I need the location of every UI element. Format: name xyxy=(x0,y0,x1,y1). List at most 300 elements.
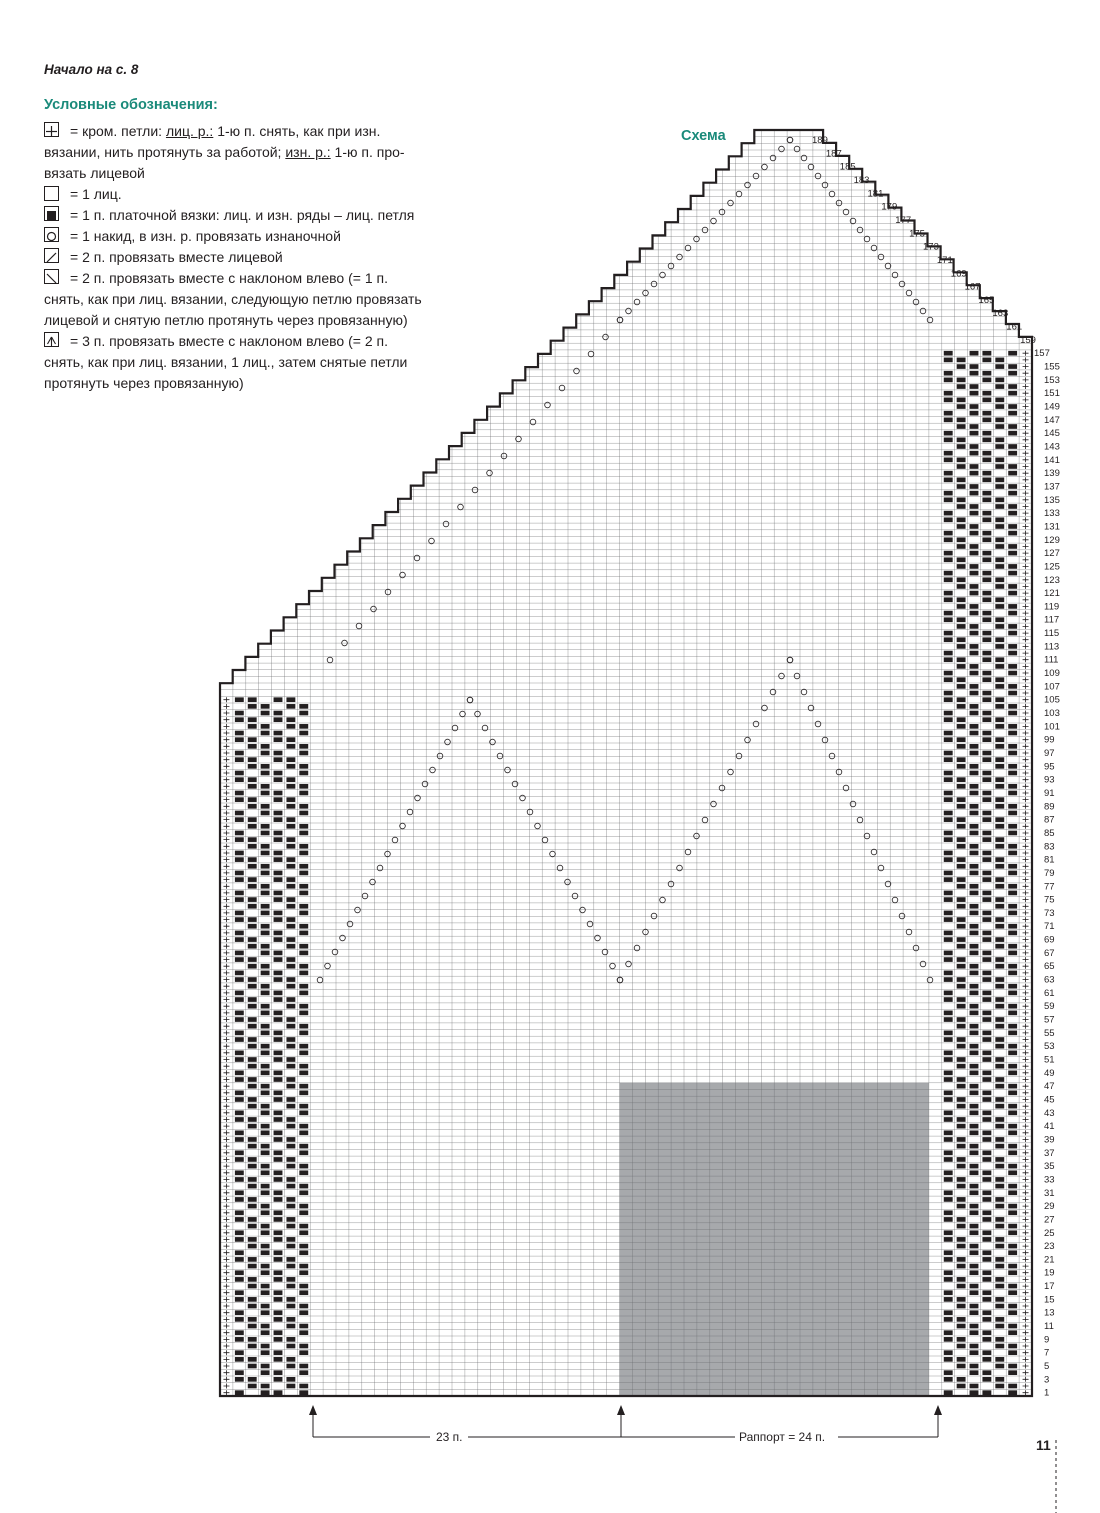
garter-cell xyxy=(235,1250,244,1255)
garter-cell xyxy=(944,358,953,363)
garter-cell xyxy=(286,1024,295,1029)
garter-cell xyxy=(944,1170,953,1175)
garter-cell xyxy=(970,731,979,736)
garter-cell xyxy=(235,1017,244,1022)
garter-cell xyxy=(299,824,308,829)
garter-cell xyxy=(957,1104,966,1109)
garter-cell xyxy=(248,1184,257,1189)
garter-cell xyxy=(248,944,257,949)
garter-cell xyxy=(944,577,953,582)
legend-sk2p: = 3 п. провязать вместе с наклоном влево (= 2 п. xyxy=(44,331,484,352)
garter-cell xyxy=(235,797,244,802)
garter-cell xyxy=(944,757,953,762)
row-number: 75 xyxy=(1044,894,1055,906)
garter-cell xyxy=(982,591,991,596)
garter-cell xyxy=(235,1097,244,1102)
garter-cell xyxy=(995,897,1004,902)
garter-cell xyxy=(261,931,270,936)
row-number: 125 xyxy=(1044,561,1060,573)
row-number: 73 xyxy=(1044,907,1055,919)
garter-cell xyxy=(995,884,1004,889)
row-number: 147 xyxy=(1044,414,1060,426)
garter-cell xyxy=(982,1357,991,1362)
garter-cell xyxy=(995,1204,1004,1209)
garter-cell xyxy=(982,1250,991,1255)
row-number: 113 xyxy=(1044,641,1060,653)
row-number: 29 xyxy=(1044,1201,1055,1213)
garter-cell xyxy=(286,1317,295,1322)
garter-cell xyxy=(970,1324,979,1329)
garter-cell xyxy=(982,1037,991,1042)
garter-cell xyxy=(982,471,991,476)
garter-cell xyxy=(944,1117,953,1122)
garter-cell xyxy=(957,897,966,902)
garter-cell xyxy=(982,717,991,722)
garter-cell xyxy=(235,1330,244,1335)
garter-cell xyxy=(261,951,270,956)
garter-cell xyxy=(274,1270,283,1275)
garter-cell xyxy=(982,551,991,556)
garter-cell xyxy=(1008,1370,1017,1375)
garter-cell xyxy=(982,457,991,462)
garter-cell xyxy=(970,1164,979,1169)
garter-cell xyxy=(261,1190,270,1195)
garter-cell xyxy=(957,704,966,709)
garter-cell xyxy=(286,1124,295,1129)
garter-cell xyxy=(970,564,979,569)
garter-cell xyxy=(235,1337,244,1342)
garter-cell xyxy=(235,777,244,782)
garter-cell xyxy=(970,651,979,656)
garter-cell xyxy=(235,1377,244,1382)
garter-cell xyxy=(995,964,1004,969)
garter-cell xyxy=(235,1290,244,1295)
garter-cell xyxy=(982,1057,991,1062)
chart-title: Схема xyxy=(681,128,726,144)
garter-cell xyxy=(957,404,966,409)
row-number: 15 xyxy=(1044,1294,1055,1306)
garter-cell xyxy=(970,1130,979,1135)
garter-cell xyxy=(957,904,966,909)
garter-cell xyxy=(970,424,979,429)
garter-cell xyxy=(957,837,966,842)
garter-cell xyxy=(982,937,991,942)
row-number-top: 181 xyxy=(867,188,884,200)
garter-cell xyxy=(1008,524,1017,529)
garter-cell xyxy=(970,431,979,436)
garter-cell xyxy=(944,971,953,976)
garter-cell xyxy=(261,924,270,929)
row-number-top: 165 xyxy=(978,294,995,306)
garter-cell xyxy=(982,597,991,602)
garter-cell xyxy=(286,824,295,829)
garter-cell xyxy=(286,1104,295,1109)
garter-cell xyxy=(1008,1250,1017,1255)
garter-cell xyxy=(235,737,244,742)
row-number: 145 xyxy=(1044,428,1060,440)
garter-cell xyxy=(982,1370,991,1375)
garter-cell xyxy=(299,1051,308,1056)
garter-cell xyxy=(274,1377,283,1382)
garter-cell xyxy=(982,1350,991,1355)
garter-cell xyxy=(286,1277,295,1282)
garter-cell xyxy=(982,398,991,403)
garter-cell xyxy=(1008,871,1017,876)
garter-cell xyxy=(248,1244,257,1249)
garter-cell xyxy=(261,1031,270,1036)
garter-cell xyxy=(299,951,308,956)
garter-cell xyxy=(274,1110,283,1115)
legend-garter: = 1 п. платочной вязки: лиц. и изн. ряды – лиц. петля xyxy=(44,205,484,226)
garter-cell xyxy=(235,971,244,976)
garter-cell xyxy=(235,817,244,822)
garter-cell xyxy=(970,551,979,556)
garter-cell xyxy=(982,771,991,776)
garter-cell xyxy=(982,611,991,616)
garter-cell xyxy=(261,791,270,796)
row-number: 141 xyxy=(1044,454,1060,466)
garter-cell xyxy=(248,1344,257,1349)
garter-cell xyxy=(286,1117,295,1122)
garter-cell xyxy=(1008,624,1017,629)
garter-cell xyxy=(970,1071,979,1076)
garter-cell xyxy=(957,484,966,489)
garter-cell xyxy=(299,1210,308,1215)
garter-cell xyxy=(248,1357,257,1362)
garter-cell xyxy=(274,871,283,876)
garter-cell xyxy=(299,1110,308,1115)
garter-cell xyxy=(970,1124,979,1129)
garter-cell xyxy=(944,418,953,423)
garter-cell xyxy=(1008,1384,1017,1389)
garter-cell xyxy=(274,1071,283,1076)
garter-cell xyxy=(1008,451,1017,456)
garter-cell xyxy=(970,811,979,816)
garter-cell xyxy=(970,971,979,976)
garter-cell xyxy=(274,957,283,962)
garter-cell xyxy=(274,797,283,802)
garter-cell xyxy=(235,917,244,922)
garter-cell xyxy=(957,1317,966,1322)
garter-cell xyxy=(274,1330,283,1335)
garter-cell xyxy=(982,1097,991,1102)
garter-cell xyxy=(944,1297,953,1302)
garter-cell xyxy=(944,1210,953,1215)
garter-cell xyxy=(957,684,966,689)
garter-cell xyxy=(1008,964,1017,969)
garter-cell xyxy=(235,891,244,896)
garter-cell xyxy=(248,884,257,889)
garter-cell xyxy=(982,571,991,576)
garter-cell xyxy=(261,1071,270,1076)
garter-cell xyxy=(261,1364,270,1369)
garter-cell xyxy=(995,464,1004,469)
row-number-top: 185 xyxy=(839,161,856,173)
garter-cell xyxy=(286,1344,295,1349)
garter-cell xyxy=(995,1157,1004,1162)
garter-cell xyxy=(982,997,991,1002)
row-number-top: 189 xyxy=(812,135,828,146)
garter-cell xyxy=(261,1384,270,1389)
garter-cell xyxy=(982,651,991,656)
garter-cell xyxy=(286,744,295,749)
garter-cell xyxy=(970,944,979,949)
chart-grid-area xyxy=(220,130,1032,1396)
garter-cell xyxy=(944,897,953,902)
row-number: 45 xyxy=(1044,1094,1055,1106)
garter-cell xyxy=(274,877,283,882)
garter-cell xyxy=(248,864,257,869)
row-number: 59 xyxy=(1044,1001,1055,1013)
garter-cell xyxy=(944,1071,953,1076)
row-number: 13 xyxy=(1044,1307,1055,1319)
garter-cell xyxy=(982,1290,991,1295)
garter-cell xyxy=(248,937,257,942)
garter-cell xyxy=(235,1011,244,1016)
garter-cell xyxy=(1008,1350,1017,1355)
row-number-top: 161 xyxy=(1006,321,1023,333)
row-number: 131 xyxy=(1044,521,1060,533)
garter-cell xyxy=(995,1244,1004,1249)
garter-cell xyxy=(261,1051,270,1056)
garter-cell xyxy=(235,1077,244,1082)
garter-cell xyxy=(982,1257,991,1262)
garter-cell xyxy=(982,1317,991,1322)
garter-cell xyxy=(261,711,270,716)
garter-cell xyxy=(957,1157,966,1162)
garter-cell xyxy=(274,1031,283,1036)
stitch-count-label: 23 п. xyxy=(436,1430,463,1444)
garter-cell xyxy=(995,1324,1004,1329)
garter-cell xyxy=(944,831,953,836)
garter-cell xyxy=(299,1390,308,1395)
garter-cell xyxy=(995,1184,1004,1189)
garter-cell xyxy=(286,1224,295,1229)
garter-cell xyxy=(1008,771,1017,776)
garter-cell xyxy=(261,1344,270,1349)
garter-cell xyxy=(1008,1344,1017,1349)
garter-cell xyxy=(995,1304,1004,1309)
garter-cell xyxy=(274,777,283,782)
row-number: 27 xyxy=(1044,1214,1055,1226)
row-number: 63 xyxy=(1044,974,1055,986)
garter-cell xyxy=(957,797,966,802)
garter-cell xyxy=(995,1017,1004,1022)
row-number: 49 xyxy=(1044,1067,1055,1079)
garter-cell xyxy=(944,617,953,622)
garter-cell xyxy=(235,1317,244,1322)
garter-cell xyxy=(982,731,991,736)
garter-cell xyxy=(957,1017,966,1022)
garter-cell xyxy=(995,564,1004,569)
garter-cell xyxy=(261,1390,270,1395)
garter-cell xyxy=(995,1037,1004,1042)
garter-cell xyxy=(299,1384,308,1389)
row-number: 101 xyxy=(1044,721,1060,733)
row-number: 39 xyxy=(1044,1134,1055,1146)
garter-cell xyxy=(982,577,991,582)
garter-cell xyxy=(957,1324,966,1329)
garter-cell xyxy=(274,1197,283,1202)
legend: = кром. петли: лиц. р.: 1-ю п. снять, как при изн. вязании, нить протянуть за работой; изн. р.: 1-ю п. про- вязать лицевой = 1 лиц. = 1 п. платочной вязки: лиц. и изн. ряды – лиц. петля = 1 накид, в изн. р. провязать изнаночной = 2 п. провязать вместе лицевой = 2 п. провязать вместе с наклоном влево (= 1 п. снять, как при лиц. вязании, следующую петлю провязать лицевой и снятую петлю протянуть через провязанную) = 3 п. провязать вместе с наклоном влево (= 2 п. снять, как при лиц. вязании, 1 лиц., затем снятые петли протянуть через провязанную) xyxy=(44,121,484,394)
garter-cell xyxy=(274,1170,283,1175)
garter-cell xyxy=(944,817,953,822)
garter-cell xyxy=(970,1384,979,1389)
garter-cell xyxy=(970,1204,979,1209)
garter-cell xyxy=(944,457,953,462)
garter-cell xyxy=(957,1197,966,1202)
garter-cell xyxy=(274,1037,283,1042)
garter-cell xyxy=(1008,611,1017,616)
garter-cell xyxy=(286,1384,295,1389)
row-number: 137 xyxy=(1044,481,1060,493)
garter-cell xyxy=(944,551,953,556)
garter-cell xyxy=(944,877,953,882)
garter-cell xyxy=(970,1210,979,1215)
garter-cell xyxy=(982,351,991,356)
garter-cell xyxy=(1008,724,1017,729)
garter-cell xyxy=(248,1217,257,1222)
garter-cell xyxy=(274,1257,283,1262)
garter-cell xyxy=(957,1284,966,1289)
garter-cell xyxy=(1008,1124,1017,1129)
garter-cell xyxy=(944,1377,953,1382)
garter-cell xyxy=(274,1350,283,1355)
garter-cell xyxy=(957,1117,966,1122)
garter-cell xyxy=(1008,484,1017,489)
row-number: 107 xyxy=(1044,681,1060,693)
garter-cell xyxy=(970,1330,979,1335)
garter-cell xyxy=(261,724,270,729)
garter-cell xyxy=(957,1237,966,1242)
garter-cell xyxy=(286,1297,295,1302)
garter-cell xyxy=(1008,424,1017,429)
garter-cell xyxy=(995,1124,1004,1129)
garter-cell xyxy=(957,764,966,769)
garter-cell xyxy=(970,484,979,489)
garter-cell xyxy=(957,677,966,682)
garter-cell xyxy=(286,1304,295,1309)
garter-cell xyxy=(944,1250,953,1255)
garter-cell xyxy=(299,1190,308,1195)
garter-cell xyxy=(299,1330,308,1335)
garter-cell xyxy=(1008,1051,1017,1056)
garter-cell xyxy=(299,1270,308,1275)
garter-cell xyxy=(982,971,991,976)
garter-cell xyxy=(957,964,966,969)
garter-cell xyxy=(1008,1330,1017,1335)
garter-cell xyxy=(274,751,283,756)
garter-cell xyxy=(1008,1110,1017,1115)
garter-cell xyxy=(970,591,979,596)
garter-cell xyxy=(957,1037,966,1042)
garter-cell xyxy=(957,1244,966,1249)
garter-cell xyxy=(970,1150,979,1155)
garter-cell xyxy=(995,624,1004,629)
row-number: 103 xyxy=(1044,708,1060,719)
garter-cell xyxy=(944,597,953,602)
garter-cell xyxy=(235,717,244,722)
garter-cell xyxy=(982,411,991,416)
garter-cell xyxy=(261,1250,270,1255)
garter-cell xyxy=(1008,371,1017,376)
garter-cell xyxy=(1008,471,1017,476)
garter-cell xyxy=(995,817,1004,822)
garter-cell xyxy=(261,1004,270,1009)
garter-cell xyxy=(1008,744,1017,749)
garter-cell xyxy=(944,1150,953,1155)
garter-cell xyxy=(995,524,1004,529)
garter-cell xyxy=(995,424,1004,429)
garter-cell xyxy=(248,897,257,902)
garter-cell xyxy=(970,451,979,456)
garter-cell xyxy=(235,751,244,756)
garter-cell xyxy=(274,831,283,836)
garter-cell xyxy=(299,1164,308,1169)
garter-cell xyxy=(286,1377,295,1382)
garter-cell xyxy=(957,857,966,862)
legend-ssk: = 2 п. провязать вместе с наклоном влево (= 1 п. xyxy=(44,268,484,289)
garter-cell xyxy=(1008,691,1017,696)
garter-cell xyxy=(957,717,966,722)
garter-cell xyxy=(235,1037,244,1042)
garter-cell xyxy=(982,837,991,842)
garter-cell xyxy=(235,1217,244,1222)
garter-cell xyxy=(944,1157,953,1162)
garter-cell xyxy=(970,1051,979,1056)
garter-cell xyxy=(261,1230,270,1235)
garter-cell xyxy=(970,744,979,749)
garter-cell xyxy=(982,931,991,936)
garter-cell xyxy=(261,891,270,896)
garter-cell xyxy=(995,777,1004,782)
garter-cell xyxy=(274,1117,283,1122)
garter-cell xyxy=(944,791,953,796)
garter-cell xyxy=(248,1104,257,1109)
garter-cell xyxy=(286,717,295,722)
garter-cell xyxy=(299,1024,308,1029)
garter-cell xyxy=(982,757,991,762)
garter-cell xyxy=(286,757,295,762)
garter-cell xyxy=(982,358,991,363)
garter-cell xyxy=(970,924,979,929)
garter-cell xyxy=(995,378,1004,383)
garter-cell xyxy=(982,857,991,862)
garter-cell xyxy=(982,697,991,702)
garter-cell xyxy=(957,597,966,602)
garter-cell xyxy=(944,451,953,456)
row-number: 83 xyxy=(1044,841,1055,853)
garter-cell xyxy=(995,504,1004,509)
garter-cell xyxy=(982,1270,991,1275)
garter-cell xyxy=(299,791,308,796)
garter-cell xyxy=(286,964,295,969)
garter-cell xyxy=(261,1170,270,1175)
garter-cell xyxy=(261,811,270,816)
garter-cell xyxy=(982,977,991,982)
garter-cell xyxy=(1008,904,1017,909)
garter-cell xyxy=(970,364,979,369)
garter-cell xyxy=(1008,504,1017,509)
garter-cell xyxy=(248,1037,257,1042)
legend-k2tog: = 2 п. провязать вместе лицевой xyxy=(44,247,484,268)
garter-cell xyxy=(1008,411,1017,416)
garter-cell xyxy=(995,724,1004,729)
garter-cell xyxy=(944,1051,953,1056)
garter-cell xyxy=(995,584,1004,589)
garter-cell xyxy=(235,1177,244,1182)
garter-cell xyxy=(274,1250,283,1255)
